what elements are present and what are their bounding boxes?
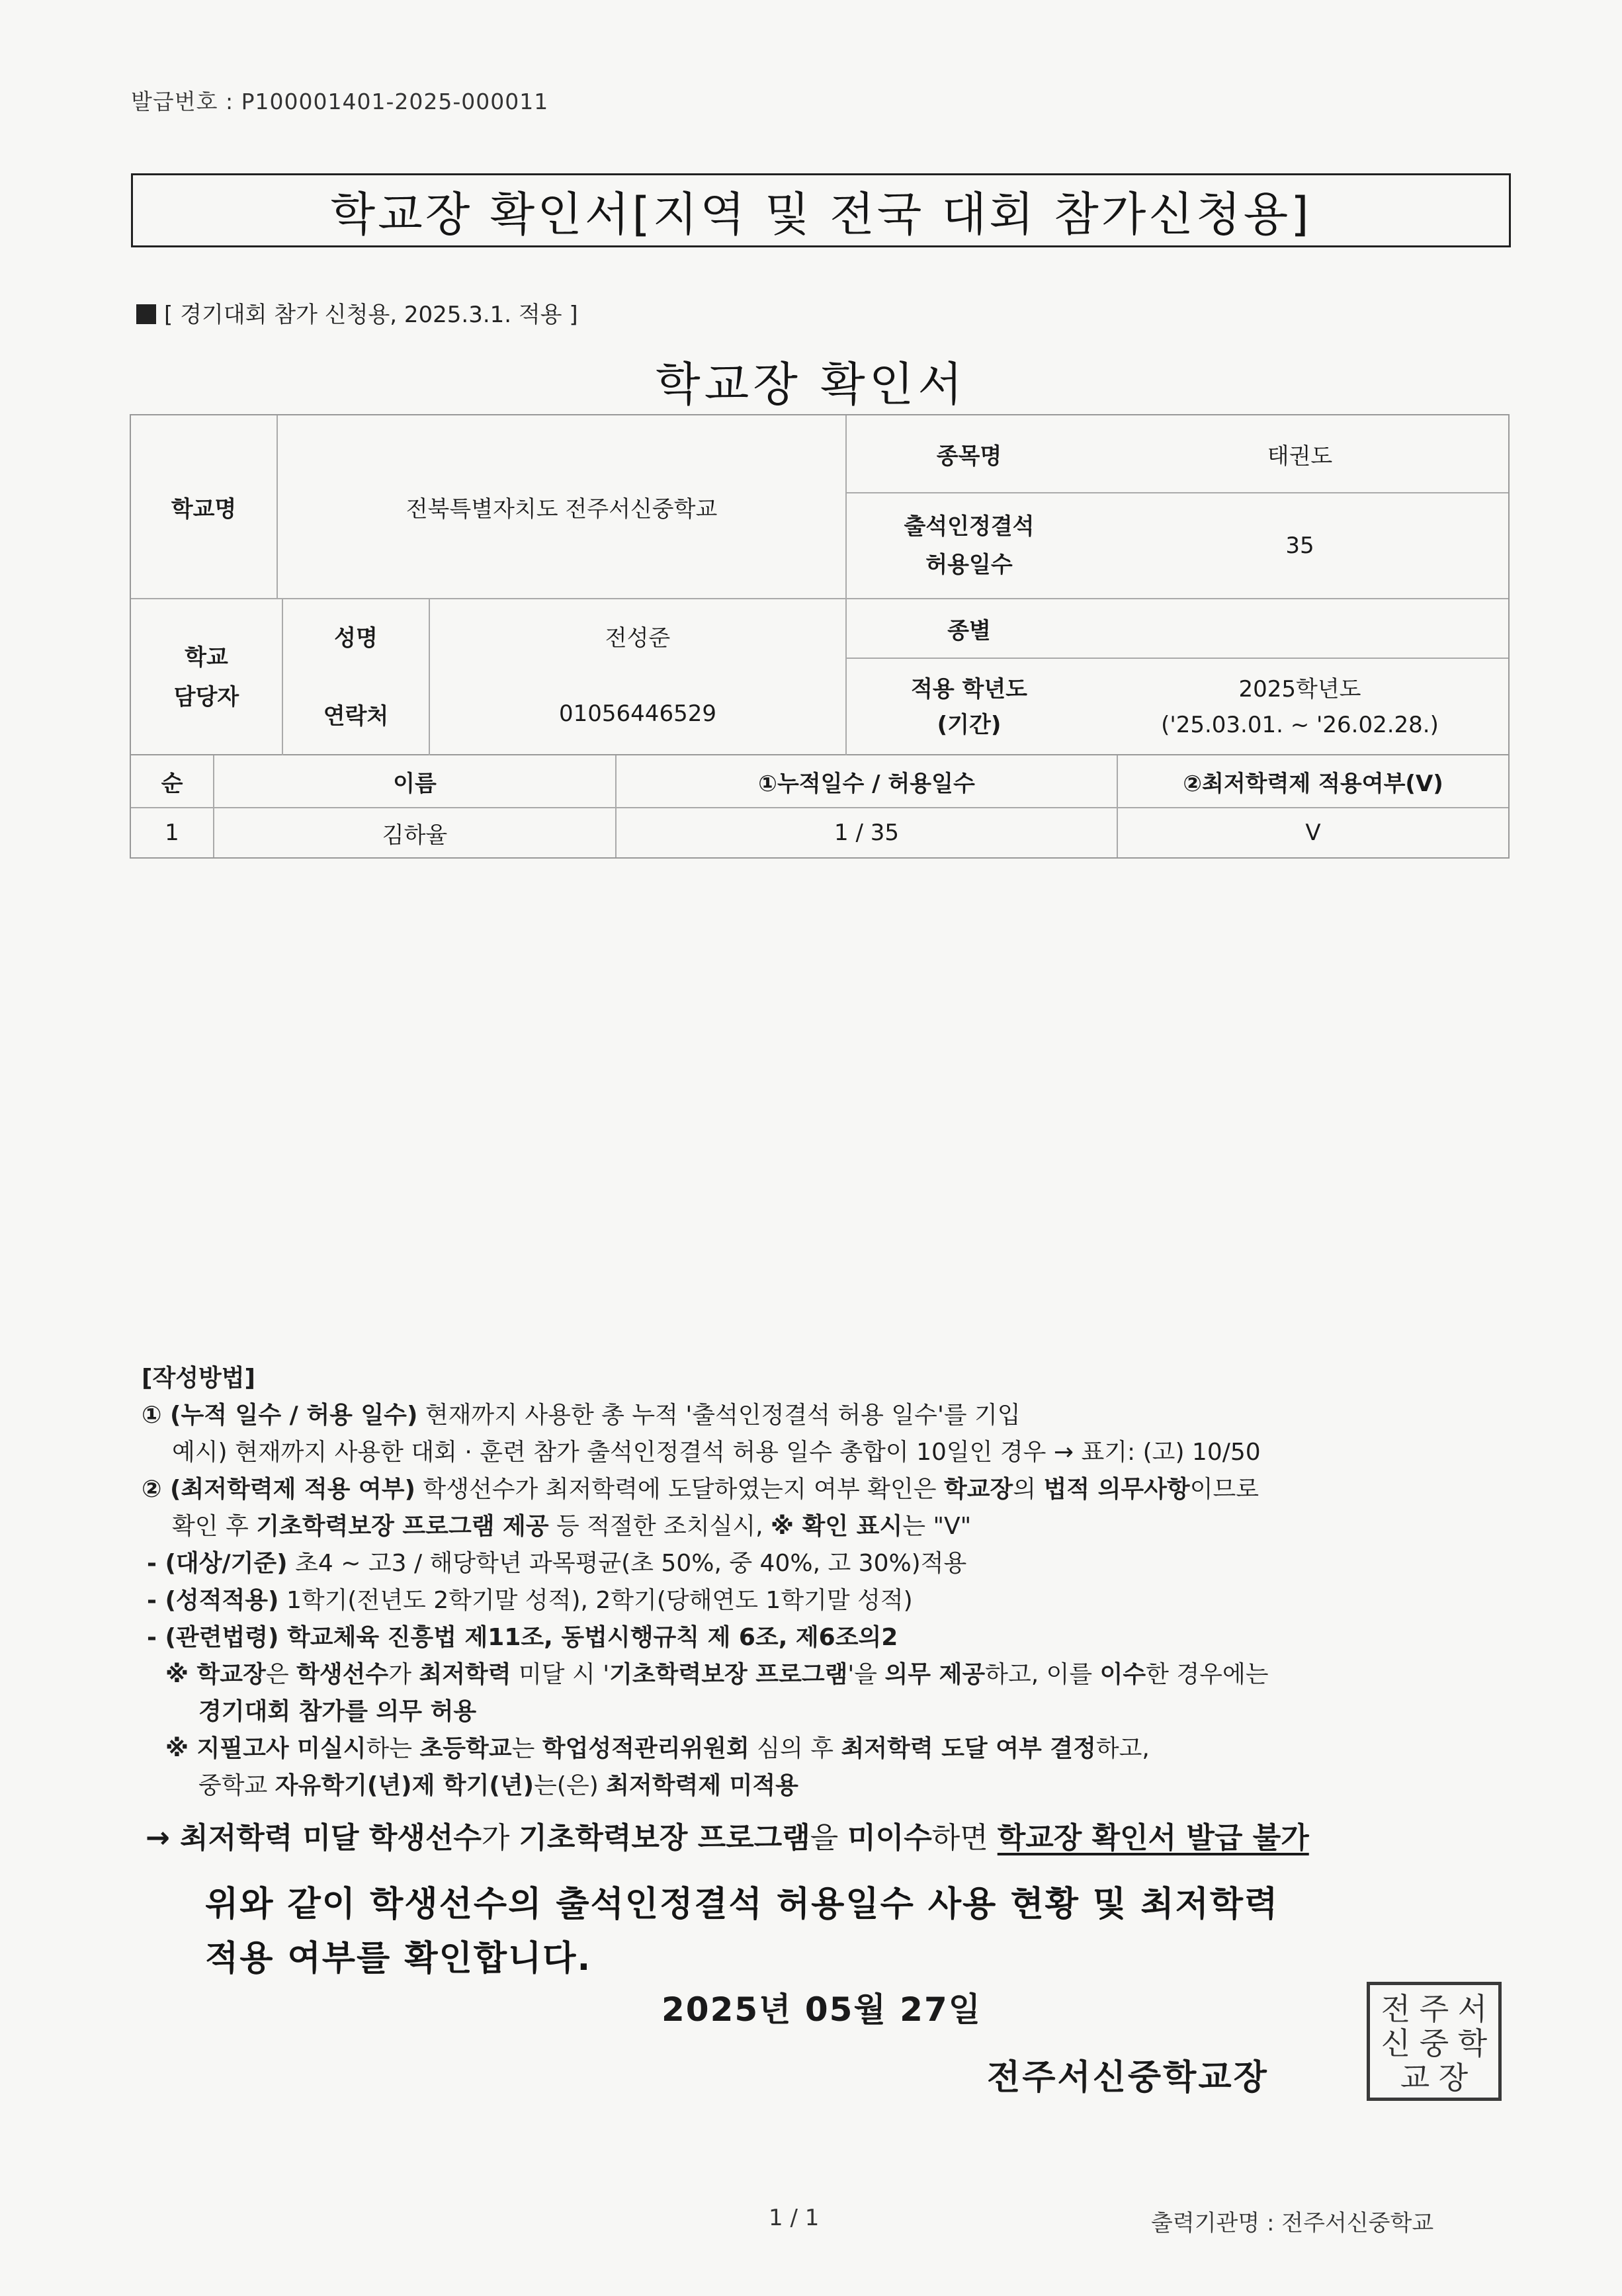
confirmation-statement (205, 1877, 1279, 1986)
instructions (142, 1360, 1269, 1805)
page-number: 1 / 1 (769, 2205, 820, 2231)
seal-char: 교 (1400, 2060, 1430, 2096)
allowed-days-label (847, 493, 1091, 598)
header-name: 이름 (393, 770, 437, 797)
instruction-line-6: - (성적적용) 1학기(전년도 2학기말 성적), 2학기(당해연도 1학기말 성적) (147, 1587, 913, 1614)
confirmation-line-1: 위와 같이 학생선수의 출석인정결석 허용일수 사용 현황 및 최저학력 (205, 1885, 1279, 1924)
instruction-line-10: ※ 지필고사 미실시하는 초등학교는 학업성적관리위원회 심의 후 최저학력 도달 여부 결정하고, (165, 1735, 1150, 1762)
sub-tag (136, 296, 578, 329)
issuing-institution: 출력기관명 : 전주서신중학교 (1151, 2210, 1434, 2236)
document-title: 학교장 확인서 (656, 357, 966, 411)
info-table (130, 414, 1510, 755)
instruction-line-11: 중학교 자유학기(년)제 학기(년)는(은) 최저학력제 미적용 (198, 1772, 798, 1799)
instruction-line-9: 경기대회 참가를 의무 허용 (198, 1698, 477, 1725)
confirmation-line-2: 적용 여부를 확인합니다. (205, 1939, 592, 1978)
phone-value: 01056446529 (559, 701, 716, 727)
instruction-line-1: ① (누적 일수 / 허용 일수) 현재까지 사용한 총 누적 '출석인정결석 허용 일수'를 기입 (142, 1402, 1021, 1429)
student-table (130, 755, 1510, 859)
seal-char: 장 (1438, 2060, 1469, 2096)
year-value-line1: 2025학년도 (1238, 676, 1361, 702)
issue-number: 발급번호 : P100001401-2025-000011 (131, 89, 549, 114)
official-seal (1367, 1982, 1502, 2101)
school-value: 전북특별자치도 전주서신중학교 (406, 495, 718, 523)
square-bullet-icon (136, 304, 156, 324)
category-value (1091, 599, 1508, 658)
instruction-line-3: ② (최저학력제 적용 여부) 학생선수가 최저학력에 도달하였는지 여부 확인은 학교장의 법적 의무사항이므로 (142, 1476, 1259, 1503)
row-no: 1 (165, 820, 179, 846)
row-name: 김하율 (382, 822, 448, 849)
principal-name: 전주서신중학교장 (987, 2058, 1269, 2098)
category-label: 종별 (947, 617, 991, 644)
year-value-line2: ('25.03.01. ~ '26.02.28.) (1161, 712, 1439, 738)
main-title: 학교장 확인서[지역 및 전국 대회 참가신청용] (131, 173, 1511, 247)
row-days: 1 / 35 (834, 820, 899, 846)
year-label-line1: 적용 학년도 (910, 676, 1028, 702)
seal-char: 중 (1419, 2025, 1449, 2061)
seal-char: 전 (1381, 1991, 1411, 2027)
header-days: ①누적일수 / 허용일수 (758, 770, 975, 797)
sport-label: 종목명 (936, 443, 1002, 470)
instruction-line-8: ※ 학교장은 학생선수가 최저학력 미달 시 '기초학력보장 프로그램'을 의무 제공하고, 이를 이수한 경우에는 (165, 1661, 1269, 1688)
name-label: 성명 (334, 624, 378, 652)
phone-label: 연락처 (323, 702, 389, 730)
contact-group-label-line2: 담당자 (173, 684, 239, 710)
seal-char: 서 (1457, 1991, 1488, 2027)
instruction-line-7: - (관련법령) 학교체육 진흥법 제11조, 동법시행규칙 제 6조, 제6조의2 (147, 1624, 898, 1651)
seal-char: 주 (1419, 1991, 1449, 2027)
school-label: 학교명 (171, 495, 237, 523)
allowed-days-value: 35 (1285, 532, 1314, 559)
sport-value: 태권도 (1267, 443, 1333, 470)
sub-tag-text: [ 경기대회 참가 신청용, 2025.3.1. 적용 ] (164, 302, 578, 328)
year-value (1091, 659, 1508, 755)
seal-char: 학 (1457, 2025, 1488, 2061)
header-no: 순 (161, 770, 183, 797)
year-label (847, 659, 1091, 755)
instruction-line-4: 확인 후 기초학력보장 프로그램 제공 등 적절한 조치실시, ※ 확인 표시는 "V" (172, 1513, 972, 1540)
allowed-days-label-line2: 허용일수 (925, 552, 1013, 578)
arrow-notice: → 최저학력 미달 학생선수가 기초학력보장 프로그램을 미이수하면 학교장 확인서 발급 불가 (146, 1821, 1309, 1855)
name-value: 전성준 (605, 624, 671, 652)
instruction-line-2: 예시) 현재까지 사용한 대회 · 훈련 참가 출석인정결석 허용 일수 총합이 10일인 경우 → 표기: (고) 10/50 (172, 1439, 1261, 1466)
instruction-line-5: - (대상/기준) 초4 ~ 고3 / 해당학년 과목평균(초 50%, 중 40%, 고 30%)적용 (147, 1550, 967, 1577)
instructions-heading: [작성방법] (142, 1365, 256, 1392)
issue-date: 2025년 05월 27일 (662, 1990, 982, 2029)
allowed-days-label-line1: 출석인정결석 (904, 513, 1035, 540)
contact-group-label-line1: 학교 (185, 644, 228, 671)
header-applied: ②최저학력제 적용여부(V) (1183, 770, 1443, 797)
year-label-line2: (기간) (937, 712, 1002, 738)
seal-char: 신 (1381, 2025, 1411, 2061)
row-applied: V (1305, 820, 1321, 846)
contact-group-label (131, 599, 282, 755)
